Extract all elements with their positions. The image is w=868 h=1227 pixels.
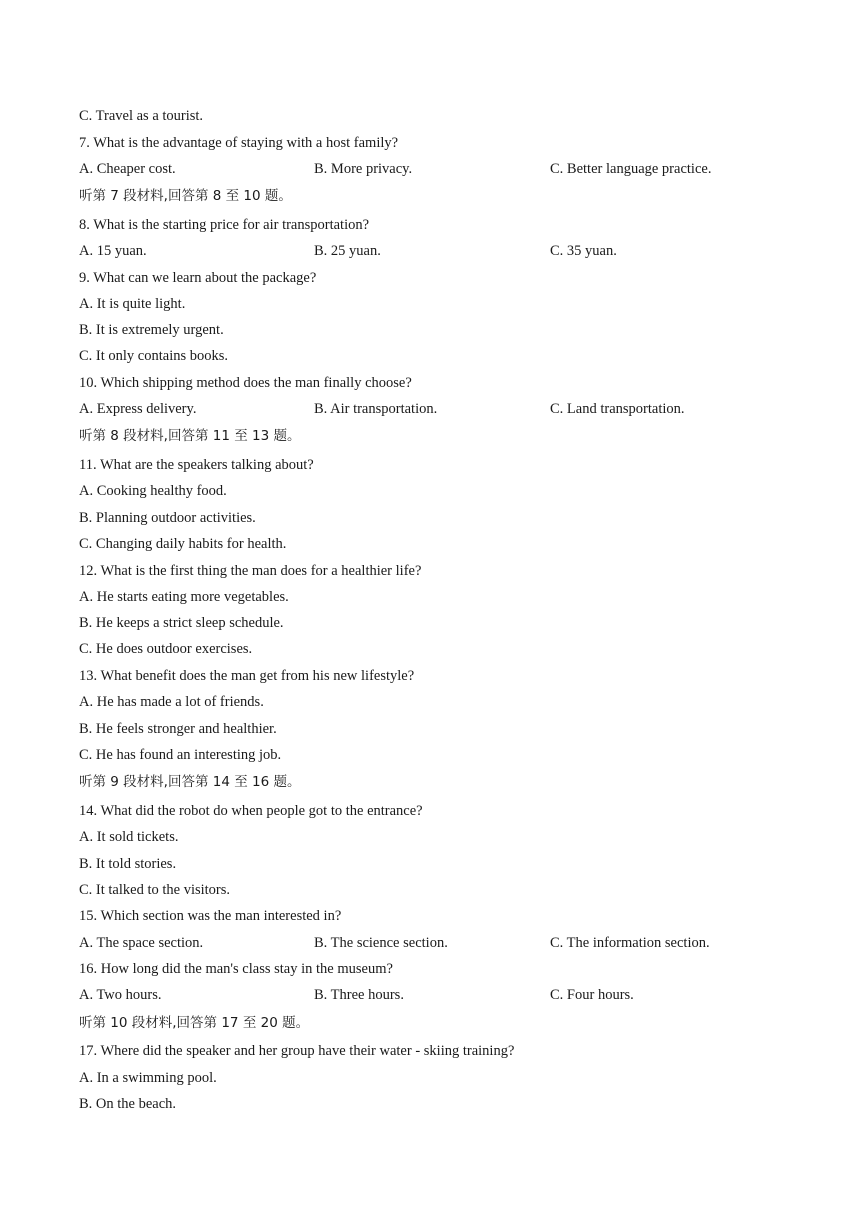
section-instruction-10: 听第 10 段材料,回答第 17 至 20 题。 (79, 1015, 310, 1031)
option-a: A. Cooking healthy food. (79, 483, 227, 499)
option-c: C. 35 yuan. (550, 243, 617, 259)
question-7: 7. What is the advantage of staying with a host family? (79, 135, 399, 151)
option-a: A. He has made a lot of friends. (79, 694, 264, 710)
option-b: B. On the beach. (79, 1096, 177, 1112)
question-15: 15. Which section was the man interested in? (79, 908, 342, 924)
option-c: C. Land transportation. (550, 401, 685, 417)
option-line: C. Travel as a tourist. (79, 108, 204, 124)
option-c: C. The information section. (550, 935, 710, 951)
question-8: 8. What is the starting price for air transportation? (79, 217, 370, 233)
option-c: C. He does outdoor exercises. (79, 641, 253, 657)
question-13: 13. What benefit does the man get from his new lifestyle? (79, 668, 415, 684)
option-c: C. Four hours. (550, 987, 634, 1003)
option-b: B. Three hours. (314, 987, 404, 1003)
section-instruction-7: 听第 7 段材料,回答第 8 至 10 题。 (79, 188, 292, 204)
question-12: 12. What is the first thing the man does for a healthier life? (79, 563, 422, 579)
options-row-16 (79, 986, 799, 1004)
section-instruction-9: 听第 9 段材料,回答第 14 至 16 题。 (79, 774, 301, 790)
option-a: A. Cheaper cost. (79, 161, 176, 177)
option-b: B. He feels stronger and healthier. (79, 721, 277, 737)
option-a: A. He starts eating more vegetables. (79, 589, 289, 605)
option-a: A. The space section. (79, 935, 204, 951)
option-a: A. In a swimming pool. (79, 1070, 217, 1086)
option-b: B. It is extremely urgent. (79, 322, 224, 338)
option-a: A. It is quite light. (79, 296, 186, 312)
question-10: 10. Which shipping method does the man finally choose? (79, 375, 412, 391)
option-b: B. The science section. (314, 935, 448, 951)
option-a: A. Two hours. (79, 987, 162, 1003)
options-row-15 (79, 934, 799, 952)
option-b: B. Planning outdoor activities. (79, 510, 256, 526)
option-c: C. It talked to the visitors. (79, 882, 231, 898)
option-b: B. It told stories. (79, 856, 177, 872)
section-instruction-8: 听第 8 段材料,回答第 11 至 13 题。 (79, 428, 301, 444)
option-c: C. Better language practice. (550, 161, 712, 177)
option-a: A. It sold tickets. (79, 829, 179, 845)
option-b: B. He keeps a strict sleep schedule. (79, 615, 284, 631)
option-b: B. More privacy. (314, 161, 413, 177)
option-c: C. Changing daily habits for health. (79, 536, 287, 552)
options-row-10 (79, 400, 799, 418)
option-c: C. It only contains books. (79, 348, 229, 364)
option-a: A. 15 yuan. (79, 243, 147, 259)
options-row-8 (79, 242, 799, 260)
option-b: B. 25 yuan. (314, 243, 381, 259)
option-c: C. He has found an interesting job. (79, 747, 282, 763)
question-16: 16. How long did the man's class stay in the museum? (79, 961, 393, 977)
question-11: 11. What are the speakers talking about? (79, 457, 314, 473)
options-row-7 (79, 160, 799, 178)
option-b: B. Air transportation. (314, 401, 438, 417)
question-14: 14. What did the robot do when people got to the entrance? (79, 803, 423, 819)
option-a: A. Express delivery. (79, 401, 197, 417)
question-17: 17. Where did the speaker and her group have their water - skiing training? (79, 1043, 515, 1059)
question-9: 9. What can we learn about the package? (79, 270, 317, 286)
